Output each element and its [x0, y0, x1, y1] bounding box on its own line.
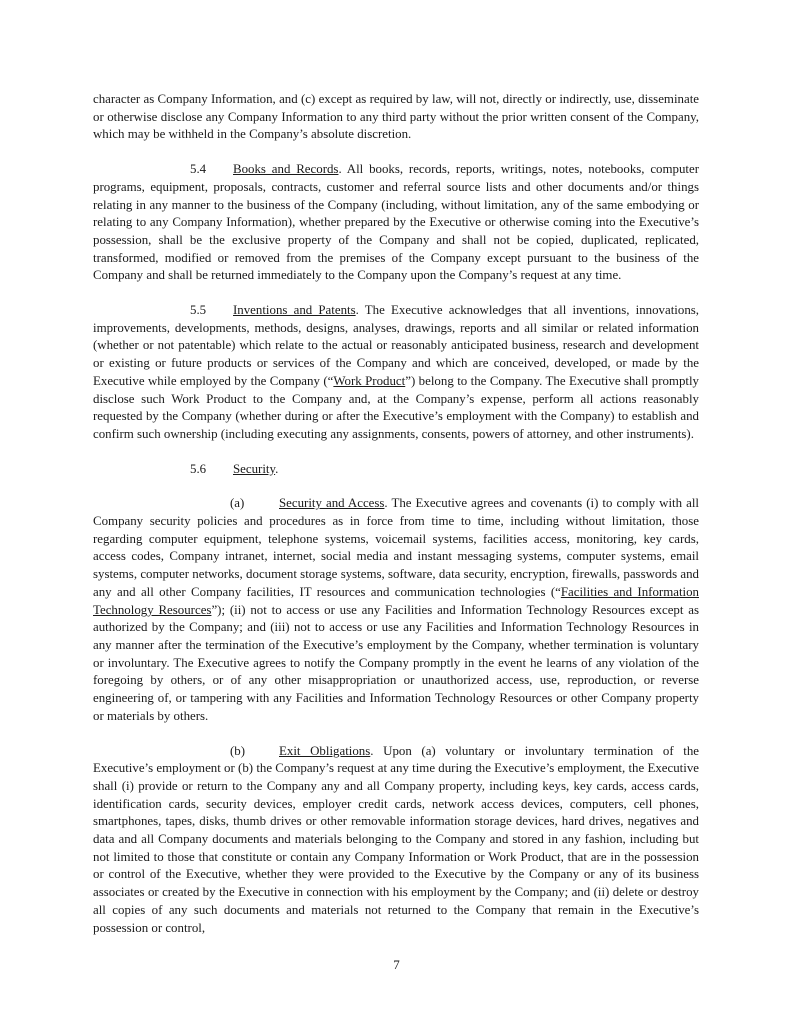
subsection-body: . Upon (a) voluntary or involuntary termination of the Executive’s employment or (b) the Company’s request at any time during the Executive’s employment, the Executive shall (i) provide or return to the Company any and all Company property, including keys, key cards, access cards, identification cards, security devices, employer credit cards, network access devices, computers, cell phones, smartphones, tapes, disks, thumb drives or other removable information storage devices, hard drives, negatives and data and all Company documents and materials belonging to the Company and stored in any fashion, including but not limited to those that constitute or contain any Company Information or Work Product, that are in the possession or control of the Executive, whether they were provided to the Executive by the Company or any of its business associates or created by the Executive in connection with his employment by the Company; and (ii) delete or destroy all copies of any such documents and materials not returned to the Company that remain in the Executive’s possession or control,	[93, 743, 699, 935]
section-heading: Security	[233, 461, 276, 476]
section-5-5	[93, 302, 699, 444]
section-5-6	[93, 461, 699, 479]
section-heading: Inventions and Patents	[233, 303, 356, 318]
page-number: 7	[393, 957, 400, 972]
subsection-label: (a)	[230, 496, 245, 511]
section-heading: Books and Records	[233, 162, 339, 177]
subsection-5-6-b	[93, 743, 699, 938]
subsection-5-6-a	[93, 495, 699, 725]
subsection-label: (b)	[230, 743, 246, 758]
section-5-4	[93, 161, 699, 285]
subsection-body: . The Executive agrees and covenants (i) to comply with all Company security policies and procedures as in force from time to time, including without limitation, those regarding computer equipment, telephone systems, voicemail systems, facilities access, monitoring, key cards, access codes, Company intranet, internet, social media and instant messaging systems, computer systems, email systems, computer networks, document storage systems, software, data security, encryption, firewalls, passwords and any and all other Company facilities, IT resources and communication technologies (“	[93, 496, 699, 599]
subsection-body: ”); (ii) not to access or use any Facilities and Information Technology Resources except as authorized by the Company; and (iii) not to access or use any Facilities and Information Technology Resources in any manner after the termination of the Executive’s employment by the Company, whether termination is voluntary or involuntary. The Executive agrees to notify the Company promptly in the event he learns of any violation of the foregoing by others, or of any other misappropriation or unauthorized access, use, reproduction, or reverse engineering of, or tampering with any Facilities and Information Technology Resources or other Company property or materials by others.	[93, 602, 699, 723]
defined-term: Work Product	[333, 373, 406, 388]
section-body: . All books, records, reports, writings, notes, notebooks, computer programs, equipment, proposals, contracts, customer and referral source lists and other documents and/or things relating in any manner to the business of the Company (including, without limitation, any of the same embodying or relating to any Company Information), whether prepared by the Executive or otherwise coming into the Executive’s possession, shall be the exclusive property of the Company and shall not be copied, duplicated, replicated, transformed, modified or removed from the premises of the Company except pursuant to the business of the Company and shall be returned immediately to the Company upon the Company’s request at any time.	[93, 162, 700, 283]
section-number: 5.4	[190, 162, 207, 177]
subsection-heading: Exit Obligations	[279, 743, 371, 758]
section-body: ”) belong to the Company. The Executive shall promptly disclose such Work Product to the Company and, at the Company’s expense, perform all actions reasonably requested by the Company (whether during or after the Executive’s employment with the Company) to establish and confirm such ownership (including executing any assignments, consents, powers of attorney, and other instruments).	[93, 373, 700, 441]
paragraph-intro	[93, 91, 699, 144]
section-number: 5.6	[190, 461, 207, 476]
section-body: . The Executive acknowledges that all inventions, innovations, improvements, developments, methods, designs, analyses, drawings, reports and all similar or related information (whether or not patentable) which relate to the actual or reasonably anticipated business, research and development or existing or future products or services of the Company and which are conceived, developed, or made by the Executive while employed by the Company (“	[93, 303, 700, 388]
section-number: 5.5	[190, 303, 207, 318]
defined-term: Facilities and Information Technology Resources	[93, 584, 699, 617]
subsection-heading: Security and Access	[279, 496, 385, 511]
section-heading-period: .	[275, 461, 279, 476]
document-body	[93, 91, 699, 954]
paragraph-intro-text: character as Company Information, and (c) except as required by law, will not, directly or indirectly, use, disseminate or otherwise disclose any Company Information to any third party without the prior written consent of the Company, which may be withheld in the Company’s absolute discretion.	[93, 92, 699, 142]
